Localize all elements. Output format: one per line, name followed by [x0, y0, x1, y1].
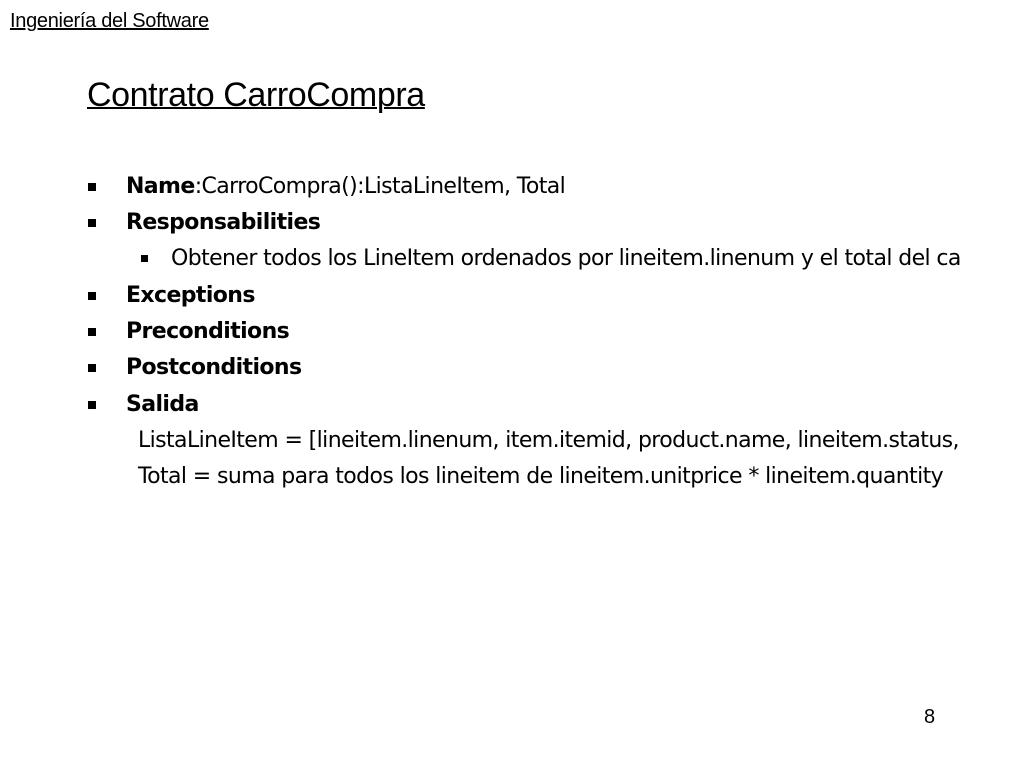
- list-item-salida: [126, 392, 199, 418]
- bullet-icon: [88, 219, 96, 227]
- item-text: :CarroCompra():ListaLineItem, Total: [194, 174, 566, 199]
- bullet-icon: [88, 401, 96, 409]
- bullet-icon: [141, 255, 148, 262]
- list-item-postconditions: [126, 355, 302, 381]
- list-item-preconditions: [126, 319, 289, 345]
- item-label: Postconditions: [126, 355, 302, 380]
- sub-list-item: [171, 246, 961, 272]
- output-line: Total = suma para todos los lineitem de lineitem.unitprice * lineitem.quantity: [138, 464, 944, 489]
- bullet-icon: [88, 328, 96, 336]
- bullet-icon: [88, 364, 96, 372]
- page-number: 8: [924, 706, 936, 728]
- list-item-responsabilities: [126, 210, 320, 236]
- slide-title: Contrato CarroCompra: [87, 76, 425, 114]
- item-label: Name: [126, 174, 195, 199]
- item-label: Responsabilities: [126, 210, 321, 235]
- bullet-icon: [88, 292, 96, 300]
- bullet-icon: [88, 183, 96, 191]
- course-header: Ingeniería del Software: [10, 10, 209, 32]
- output-line: ListaLineItem = [lineitem.linenum, item.itemid, product.name, lineitem.status,: [138, 428, 959, 453]
- sub-item-text: Obtener todos los LineItem ordenados por lineitem.linenum y el total del ca: [171, 246, 961, 271]
- list-item-name: [126, 174, 565, 200]
- item-label: Exceptions: [126, 283, 255, 308]
- item-label: Preconditions: [126, 319, 290, 344]
- item-label: Salida: [126, 392, 199, 417]
- list-item-exceptions: [126, 283, 255, 309]
